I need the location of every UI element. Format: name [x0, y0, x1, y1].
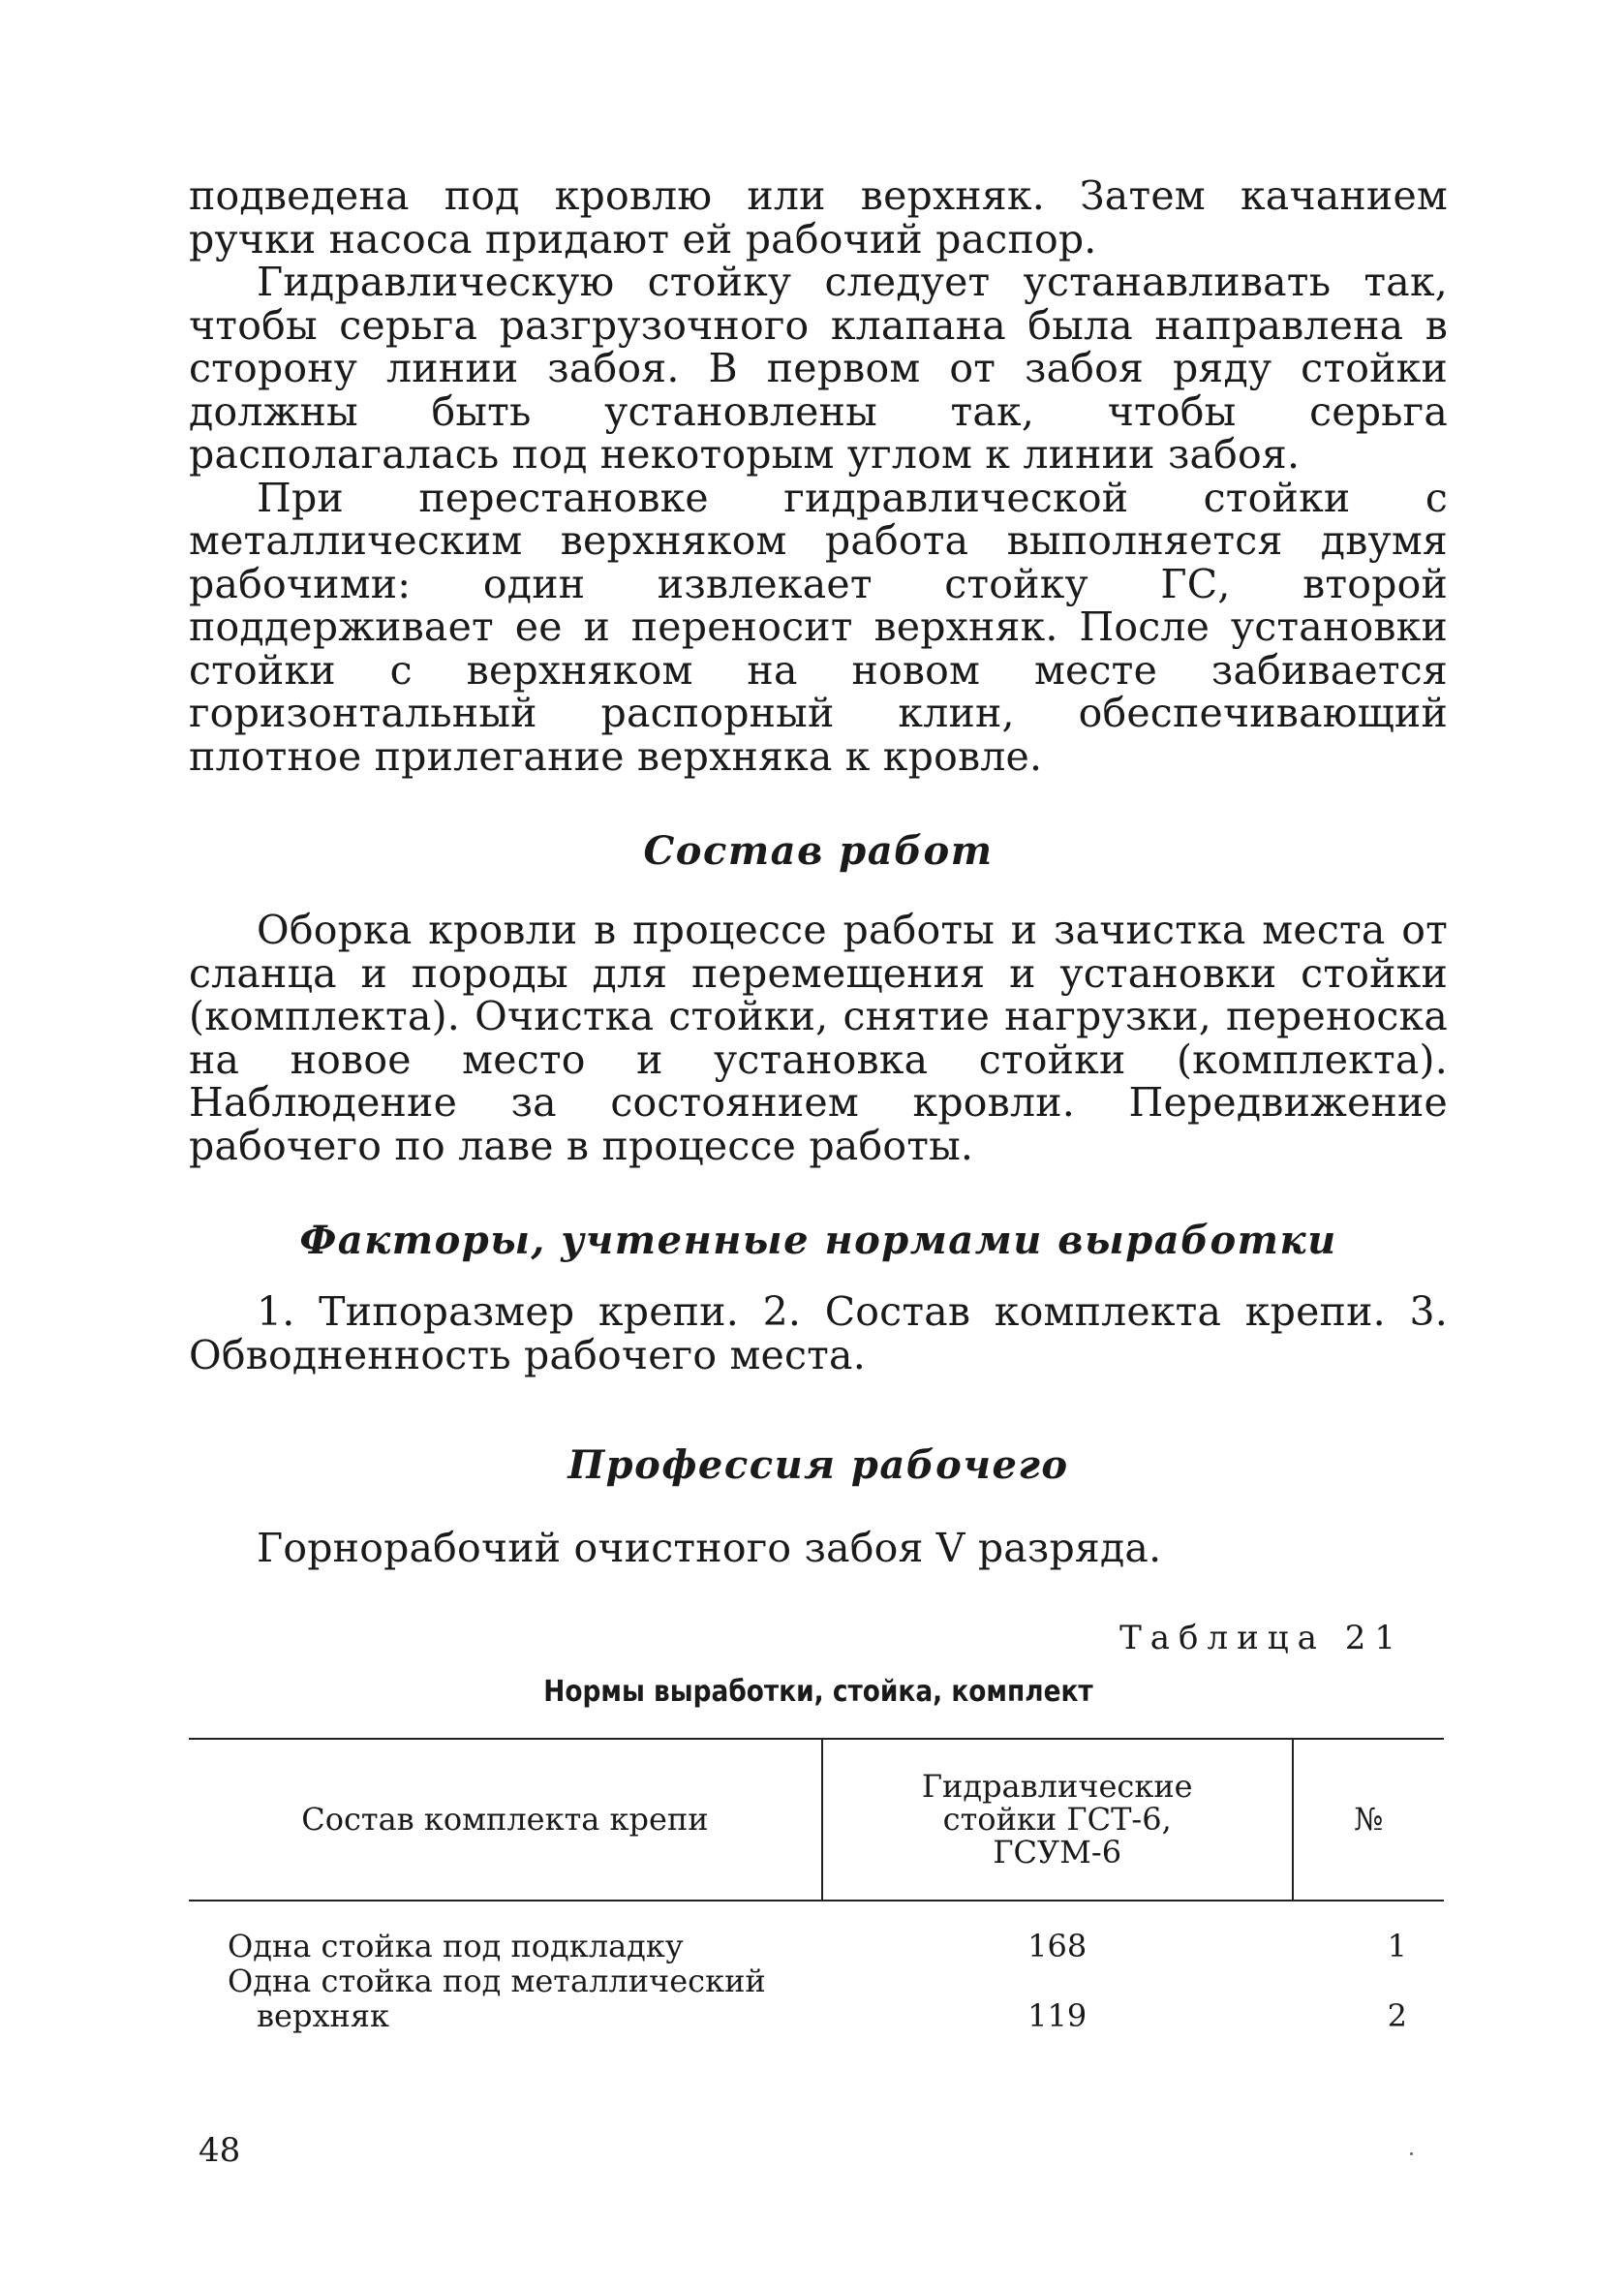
row-number: 1	[1387, 1927, 1407, 1964]
section-text-profession: Горнорабочий очистного забоя V разряда.	[257, 1525, 1162, 1571]
paragraph-1: подведена под кровлю или верхняк. Затем качанием ручки насоса придают ей рабочий распор.	[189, 172, 1448, 263]
table-title: Нормы выработки, стойка, комплект	[543, 1674, 1093, 1709]
header-hydraulic-line1: Гидравлические	[921, 1768, 1193, 1805]
table-row	[189, 1963, 1444, 2033]
section-text-work: Оборка кровли в процессе работы и зачистка места от сланца и породы для перемещения и установки стойки (комплекта). Очистка стойки, снятие нагрузки, переноска на новое место и установка стойки (комплекта). Наблюдение за состоянием кровли. Передвижение рабочего по лаве в процессе работы.	[189, 907, 1448, 1169]
norms-table	[189, 1738, 1444, 2033]
row-name-line2: верхняк	[257, 1996, 389, 2034]
row-value: 168	[1027, 1927, 1088, 1964]
row-number: 2	[1387, 1996, 1407, 2034]
row-name-line1: Одна стойка под металлический	[228, 1962, 766, 1999]
row-value: 119	[1027, 1996, 1088, 2034]
section-text-factors: 1. Типоразмер крепи. 2. Состав комплекта крепи. 3. Обводненность рабочего места.	[189, 1288, 1448, 1378]
row-name-line1: Одна стойка под подкладку	[228, 1927, 684, 1964]
header-number: №	[1354, 1801, 1384, 1838]
section-heading-work: Состав работ	[643, 828, 994, 874]
row-name	[189, 1963, 822, 2033]
header-hydraulic-props	[822, 1739, 1293, 1901]
paragraph-2: Гидравлическую стойку следует устанавливать так, чтобы серьга разгрузочного клапана была направлена в сторону линии забоя. В первом от забоя ряду стойки должны быть установлены так, чтобы серьга располагалась под некоторым углом к линии забоя.	[189, 259, 1448, 478]
section-heading-factors: Факторы, учтенные нормами выработки	[299, 1218, 1337, 1263]
section-heading-profession: Профессия рабочего	[567, 1442, 1069, 1488]
row-name	[189, 1901, 822, 1963]
page-content	[189, 174, 1448, 2033]
header-hydraulic-line2: стойки ГСТ-6,	[942, 1801, 1172, 1838]
table-row	[189, 1901, 1444, 1963]
table-caption: Таблица 21	[1119, 1618, 1404, 1657]
header-composition: Состав комплекта крепи	[301, 1801, 709, 1838]
table-header-row	[189, 1739, 1444, 1901]
paragraph-3: При перестановке гидравлической стойки с металлическим верхняком работа выполняется двумя рабочими: один извлекает стойку ГС, второй поддерживает ее и переносит верхняк. После установки стойки с верхняком на новом месте забивается горизонтальный распорный клин, обеспечивающий плотное прилегание верхняка к кровле.	[189, 474, 1448, 780]
scan-speck	[1410, 2152, 1413, 2155]
header-hydraulic-line3: ГСУМ-6	[993, 1834, 1122, 1871]
page-number: 48	[199, 2131, 241, 2170]
